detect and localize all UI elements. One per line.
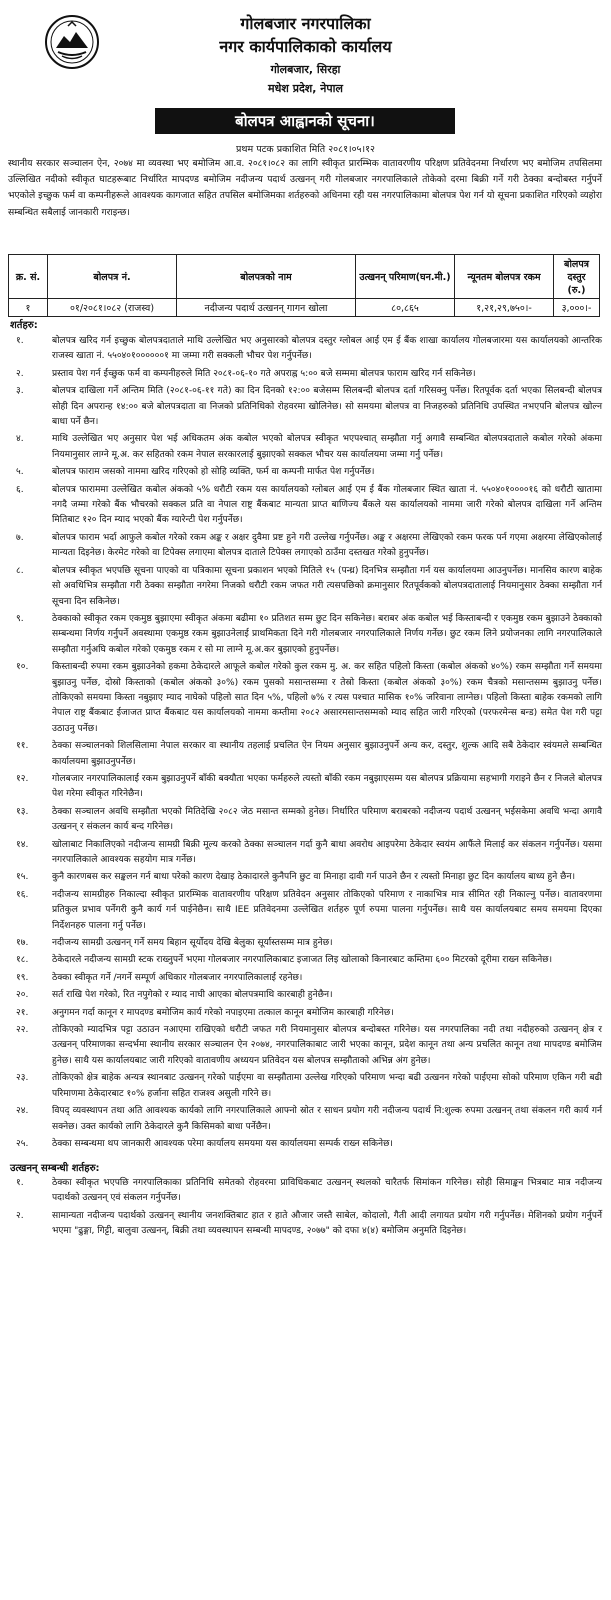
publish-date: प्रथम पटक प्रकाशित मिति २०८१।०५।१२: [236, 144, 375, 155]
list-item: [8, 739, 602, 770]
term-text: ठेक्काको स्वीकृत रकम एकमुष्ठ बुझाएमा स्वीकृत अंकमा बढीमा १० प्रतिशत सम्म छुट दिन सकिनेछ। बराबर अंक कबोल भई किस्ताबन्दी र एकमुष्ठ रकम बुझाउने ठेक्काको सम्बन्धमा निर्णय गर्नुपर्ने अवस्थामा एकमुष्ठ रकम बुझाउनेलाई प्राथमिकता दिने गरी गोलबजार नगरपालिकाले निर्णय गर्नेछ। छुट रकम लिने प्रयोजनका लागि नगरपालिकाले सम्झौता गर्नुअघि कबोल गरेको एकमुष्ठ रकम र सो मा लाग्ने मू.अ.कर बुझाएको हुनुपर्नेछ।: [52, 613, 602, 655]
terms-list: [8, 334, 602, 1154]
cell-min-amount: १,२१,२९,७५०।-: [455, 299, 554, 317]
term-text: बोलपत्र खरिद गर्न इच्छुक बोलपत्रदाताले माथि उल्लेखित भए अनुसारको बोलपत्र दस्तुर ग्लोबल आई एम ई बैंक शाखा कार्यालय गोलबजारमा यस कार्यालयको आन्तरिक राजस्व खाता नं. ५५०४०१००००००१ मा जम्मा गरी सक्कली भौचर पेश गर्नुपर्नेछ।: [52, 336, 602, 362]
term-number: १७.: [16, 938, 29, 949]
term-number: ११.: [16, 741, 29, 752]
term-text: कुनै कारणबस कर सङ्कलन गर्न बाधा परेको कारण देखाइ ठेकादारले कुनैपनि छुट वा मिनाहा दावी गर्न पाउने छैन र त्यस्तो मिनाहा छुट दिन कार्यालय बाध्य हुने छैन।: [52, 872, 576, 883]
cell-bid-name: नदीजन्य पदार्थ उत्खनन् गागन खोला: [177, 299, 356, 317]
term-number: २३.: [16, 1073, 29, 1084]
term-text: बोलपत्र दाखिला गर्ने अन्तिम मिति (२०८१-०६-११ गते) का दिन दिनको १२:०० बजेसम्म सिलबन्दी बोलपत्र दर्ता गरिसक्नु पर्नेछ। रितपूर्वक दर्ता भएका सिलबन्दी बोलपत्र सोही दिन अपरान्ह १४:०० बजे बोलपत्रदाता वा निजको प्रतिनिधिको रोहवरमा खोलिनेछ। सो समयमा बोलपत्र वा निजहरुको प्रतिनिधि उपस्थित नभएपनि बोलपत्र खोल्न बाधा पर्ने छैन।: [52, 386, 602, 428]
term-text: विपद् व्यवस्थापन तथा अति आवश्यक कार्यको लागि नगरपालिकाले आफ्नो स्रोत र साधन प्रयोग गरी नदीजन्य पदार्थ नि:शुल्क रुपमा उत्खनन् तथा संकलन गरी कार्य गर्न सक्नेछ। उक्त कार्यको लागि ठेकेदारले कुनै किसिमको बाधा पर्नेछैन।: [52, 1106, 602, 1132]
term-number: १.: [16, 336, 24, 346]
term-text: ठेक्का स्वीकृत भएपछि नगरपालिकाका प्रतिनिधि समेतको रोहवरमा प्राविधिकबाट उत्खनन् स्थलको चारैतर्फ सिमांकन गरिनेछ। सोही सिमाङ्कन भित्रबाट मात्र नदीजन्य पदार्थको उत्खनन् एवं संकलन गर्नुपर्नेछ।: [52, 1178, 602, 1204]
column-header-bid-number: बोलपत्र नं.: [48, 255, 177, 299]
list-item: [8, 870, 602, 885]
term-text: ठेक्का सम्बन्धमा थप जानकारी आवश्यक परेमा कार्यालय समयमा यस कार्यालयमा सम्पर्क राख्न सकिनेछ।: [52, 1138, 393, 1149]
list-item: [8, 838, 602, 869]
column-header-fee: बोलपत्र दस्तुर (रु.): [554, 255, 600, 299]
list-item: [8, 988, 602, 1003]
term-text: नदीजन्य सामग्रीहरु निकाल्दा स्वीकृत प्रारम्भिक वातावरणीय परिक्षण प्रतिवेदन अनुसार तोकिएको परिमाण र नाकाभित्र मात्र सीमित रही निकाल्नु पर्नेछ। वातावरणमा प्रतिकुल प्रभाव पर्नेगरी कुनै कार्य गर्न पाईनेछैन। साथै IEE प्रतिवेदनमा उल्लेखित शर्तहरु पूर्ण रुपमा पालना गर्नुपर्नेछ। साथै यस कार्यालयबाट समय समयमा दिएका निर्देशनहरु पालना गर्नु पर्नेछ।: [52, 889, 602, 931]
list-item: [8, 1209, 602, 1240]
term-number: २०.: [16, 990, 29, 1001]
list-item: [8, 1137, 602, 1152]
term-text: तोकिएको म्यादभित्र पट्टा उठाउन नआएमा राखिएको धरौटी जफत गरी नियमानुसार बोलपत्र बन्दोबस्त गरिनेछ। यस नगरपालिका नदी तथा नदीहरुको उत्खनन् क्षेत्र र उत्खनन् परिमाणका सन्दर्भमा स्थानीय सरकार सञ्चालन ऐन २०७४, नगरपालिकाबाट जारी भएका कानून, प्रदेश कानून तथा अन्य प्रचलित कानून तथा मापदण्ड बमोजिम हुनेछ। साथै यस कार्यालयबाट जारी गरिएको वातावणीय अध्ययन प्रतिवेदन यस बोलपत्र सम्झौताको अभिन्न अंग हुनेछ।: [52, 1025, 602, 1066]
list-item: [8, 384, 602, 430]
term-text: माथि उल्लेखित भए अनुसार पेश भई अधिकतम अंक कबोल भएको बोलपत्र स्वीकृत भएपश्चात् सम्झौता गर्नु अगावै सम्बन्धित बोलपत्रदाताले कबोल गरेको अंकमा नियमानुसार लाग्ने मू.अ. कर सहितको रकम नेपाल सरकारलाई बुझाएको सक्कल भौचर यस कार्यालयमा जम्मा गर्नु पर्नेछ।: [52, 434, 602, 460]
term-number: १२.: [16, 773, 29, 784]
bid-table-header-row: [9, 255, 600, 299]
term-number: १४.: [16, 839, 29, 850]
office-name: नगर कार्यपालिकाको कार्यालय: [219, 37, 392, 56]
list-item: [8, 367, 602, 382]
term-number: १८.: [16, 955, 29, 966]
excavation-terms-list: [8, 1176, 602, 1242]
term-number: १५.: [16, 872, 29, 883]
term-text: ठेक्का सञ्चालन अवधि सम्झौता भएको मितिदेखि २०८२ जेठ मसान्त सम्मको हुनेछ। निर्धारित परिमाण बराबरको नदीजन्य पदार्थ उत्खनन् भईसकेमा अवधि भन्दा अगावै उत्खनन् र संकलन कार्य बन्द गरिनेछ।: [52, 806, 602, 833]
term-text: खोलाबाट निकालिएको नदीजन्य सामग्री बिक्री मूल्य करको ठेक्का सञ्चालन गर्दा कुनै बाधा अवरोध आइपरेमा ठेकेदार स्वयंम आफैंले मिलाई कर संकलन गर्नुपर्नेछ। यसमा नगरपालिकाले आवश्यक सहयोग मात्र गर्नेछ।: [52, 839, 602, 865]
list-item: [8, 953, 602, 968]
list-item: [8, 888, 602, 934]
term-number: ७.: [16, 532, 24, 543]
bid-table: [8, 254, 600, 317]
term-text: बोलपत्र स्वीकृत भएपछि सूचना पाएको वा पत्रिकामा सूचना प्रकाशन भएको मितिले १५ (पन्ध्र) दिनभित्र सम्झौता गर्न यस कार्यालयमा आउनुपर्नेछ। मानसिव कारण बाहेक सो अवधिभित्र सम्झौता गरी ठेक्का सम्झौता नगरेमा निजको धरौटी रकम जफत गरी त्यसपछिको क्रमानुसार रितपूर्वकको बोलपत्रदातालाई नियमानुसार ठेक्का सम्झौता गर्न सूचना दिन सकिनेछ।: [52, 565, 602, 607]
list-item: [8, 612, 602, 658]
term-text: बोलपत्र फाराममा उल्लेखित कबोल अंकको ५% धरौटी रकम यस कार्यालयको ग्लोबल आई एम ई बैंक गोलबजार स्थित खाता नं. ५५०४०१००००१६ को धरौटी खातामा नगदै जम्मा गरेको बैंक भौचरको सक्कल प्रति वा नेपाल राष्ट्र बैंकबाट मान्यता प्राप्त बाणिज्य बैंकले यस कार्यालयको नाममा जारी गरेको बोलपत्र दाखिला गर्ने अन्तिम मितिबाट १२० दिन म्याद भएको बैंक ग्यारेन्टी पेश गर्नुपर्नेछ।: [52, 484, 602, 526]
intro-paragraph: स्थानीय सरकार सञ्चालन ऐन, २०७४ मा व्यवस्था भए बमोजिम आ.व. २०८१।०८२ का लागि स्वीकृत प्रारम्भिक वातावरणीय परिक्षण प्रतिवेदनमा निर्धारण भए बमोजिम तपसिलमा उल्लिखित नदीको स्वीकृत घाटहरूबाट निर्धारित मापदण्ड बमोजिम नदीजन्य पदार्थ उत्खनन् गरी गोलबजार नगरपालिकाले तोकेको दरमा बिक्री गर्ने गरी ठेक्का बन्दोबस्त गर्नुपर्ने भएकोले इच्छुक फर्म वा कम्पनीहरूले आवश्यक कागजात सहित तपसिल बमोजिमका शर्तहरुको अधिनमा रही यस नगरपालिकामा बोलपत्र पेश गर्न यो सूचना प्रकाशित गरिएको व्यहोरा सम्बन्धित सबैलाई जानकारी गराइन्छ।: [8, 158, 602, 218]
term-number: ५.: [16, 467, 24, 478]
term-text: सर्त राखि पेश गरेको, रित नपुगेको र म्याद नाघी आएका बोलपत्रमाथि कारबाही हुनेछैन।: [52, 990, 333, 1001]
term-text: प्रस्ताव पेश गर्न ईच्छुक फर्म वा कम्पनीहरुले मिति २०८१-०६-१० गते अपराह्न ५:०० बजे सम्ममा बोलपत्र फाराम खरिद गर्न सकिनेछ।: [52, 368, 476, 379]
list-item: [8, 564, 602, 610]
column-header-bid-name: बोलपत्रको नाम: [177, 255, 356, 299]
column-header-min-amount: न्यूनतम बोलपत्र रकम: [455, 255, 554, 299]
list-item: [8, 772, 602, 803]
term-number: २१.: [16, 1007, 29, 1018]
list-item: [8, 483, 602, 529]
letterhead: [0, 0, 611, 110]
cell-fee: ३,०००।-: [554, 299, 600, 317]
term-number: १.: [16, 1178, 24, 1188]
column-header-serial: क्र. सं.: [9, 255, 48, 299]
term-number: १३.: [16, 806, 29, 817]
list-item: [8, 1006, 602, 1021]
excavation-terms-heading: उत्खनन् सम्बन्धी शर्तहरु:: [10, 1163, 100, 1174]
term-number: २२.: [16, 1025, 29, 1036]
term-number: २५.: [16, 1138, 29, 1149]
terms-heading: शर्तहरु:: [10, 320, 38, 331]
term-number: १०.: [16, 662, 29, 673]
term-number: २.: [16, 1210, 24, 1221]
term-number: १९.: [16, 972, 29, 983]
list-item: [8, 936, 602, 951]
municipality-name: गोलबजार नगरपालिका: [240, 14, 371, 33]
term-text: बोलपत्र फाराम भर्दा आफुले कबोल गरेको रकम अङ्क र अक्षर दुवैमा प्रष्ट हुने गरी उल्लेख गर्नुपर्नेछ। अङ्क र अक्षरमा लेखिएको रकम फरक पर्न गएमा अक्षरमा लेखिएकोलाई मान्यता दिइनेछ। केरमेट गरेको वा टिपेक्स लगाएमा बोलपत्र दाताले टिपेक्स लगाएको ठाउँमा दस्तखत गरेको हुनुपर्नेछ।: [52, 532, 602, 559]
term-number: ३.: [16, 386, 24, 397]
list-item: [8, 1071, 602, 1102]
column-header-quantity: उत्खनन् परिमाण(घन.मी.): [356, 255, 455, 299]
cell-serial: १: [9, 299, 48, 317]
term-number: ८.: [16, 565, 24, 576]
term-number: २.: [16, 368, 24, 379]
term-text: बोलपत्र फाराम जसको नाममा खरिद गरिएको हो सोहि व्यक्ति, फर्म वा कम्पनी मार्फत पेश गर्नुपर्नेछ।: [52, 467, 375, 478]
list-item: [8, 465, 602, 480]
term-number: ४.: [16, 434, 24, 445]
notice-title: बोलपत्र आह्वानको सूचना।: [155, 108, 455, 134]
list-item: [8, 1104, 602, 1135]
term-text: किस्ताबन्दी रुपमा रकम बुझाउनेको हकमा ठेकेदारले आफूले कबोल गरेको कुल रकम मु. अ. कर सहित पहिलो किस्ता (कबोल अंकको ४०%) रकम सम्झौता गर्ने समयमा बुझाउनु पर्नेछ, दोस्रो किस्ताको (कबोल अंकको ३०%) रकम पुसको मसान्तसम्मा र तेस्रो किस्ता (कबोल अंकको ३०%) रकम चैत्रको मसान्तसम्म बुझाउनु पर्नेछ। तोकिएको समयमा किस्ता नबुझाए म्याद नाघेको पहिलो सात दिन ५%, पहिलो ७% र त्यस पश्चात मासिक १०% जरिवाना लाग्नेछ। पहिलो किस्ता बाहेक रकमको लागि नेपाल राष्ट्र बैंकबाट ईजाजत प्राप्त बैंकबाट यस कार्यालयको नाममा कम्तीमा २०८२ असारमसान्तसम्मको म्याद सहित जारी गरिएको (परफरमेन्स बन्ड) समेत पेश गरी पट्टा उठाउनु पर्नेछ।: [52, 662, 602, 734]
list-item: [8, 1176, 602, 1207]
term-text: सामान्यता नदीजन्य पदार्थको उत्खनन् स्थानीय जनशक्तिबाट हात र हाते औजार जस्तै साबेल, कोदालो, गैती आदी लगायत प्रयोग गरी गर्नुपर्नेछ। मेशिनको प्रयोग गर्नुपर्ने भएमा "ढुङ्गा, गिट्टी, बालुवा उत्खनन्, बिक्री तथा व्यवस्थापन सम्बन्धी मापदण्ड, २०७७" को दफा ४(४) बमोजिम अनुमति दिइनेछ।: [52, 1210, 602, 1237]
term-text: तोकिएको क्षेत्र बाहेक अन्यत्र स्थानबाट उत्खनन् गरेको पाईएमा वा सम्झौतामा उल्लेख गरिएको परिमाण भन्दा बढी उत्खनन गरेको पाईएमा सोको परिमाण एकिन गरी बढी परिमाणमा ठेकेदारबाट १०% हर्जाना सहित राजश्व असुली गरिने छ।: [52, 1073, 602, 1099]
list-item: [8, 531, 602, 562]
term-text: अनुगमन गर्दा कानून र मापदण्ड बमोजिम कार्य गरेको नपाइएमा तत्काल कानून बमोजिम कारबाही गरिनेछ।: [52, 1007, 394, 1018]
term-text: ठेक्का सञ्चालनको शिलसिलामा नेपाल सरकार वा स्थानीय तहलाई प्रचलित ऐन नियम अनुसार बुझाउनुपर्ने अन्य कर, दस्तुर, शुल्क आदि सबै ठेकेदार स्वंयमले सम्बन्धित कार्यालयमा बुझाउनुपर्नेछ।: [52, 741, 602, 767]
list-item: [8, 1023, 602, 1069]
province-name: मधेश प्रदेश, नेपाल: [268, 82, 343, 95]
cell-bid-number: ०१/२०८१।०८२ (राजस्व): [48, 299, 177, 317]
term-number: १६.: [16, 889, 29, 900]
list-item: [8, 334, 602, 365]
list-item: [8, 971, 602, 986]
list-item: [8, 805, 602, 836]
term-number: २४.: [16, 1106, 29, 1117]
term-text: गोलबजार नगरपालिकालाई रकम बुझाउनुपर्ने बाँकी बक्यौता भएका फर्महरुले त्यस्तो बाँकी रकम नबुझाएसम्म यस बोलपत्र प्रक्रियामा सहभागी गराइने छैन र निजले बोलपत्र पेश गरेमा स्वीकृत गरिनेछैन।: [52, 773, 602, 800]
term-number: ६.: [16, 484, 24, 495]
term-text: ठेक्का स्वीकृत गर्ने /नगर्ने सम्पूर्ण अधिकार गोलबजार नगरपालिकालाई रहनेछ।: [52, 972, 303, 983]
cell-quantity: ८०,८६५: [356, 299, 455, 317]
list-item: [8, 432, 602, 463]
table-row: [9, 299, 600, 317]
list-item: [8, 660, 602, 737]
term-number: ९.: [16, 613, 24, 624]
office-location: गोलबजार, सिरहा: [270, 63, 341, 76]
term-text: ठेकेदारले नदीजन्य सामग्री स्टक राख्नुपर्ने भएमा गोलबजार नगरपालिकाबाट इजाजत लिइ खोलाको किनारबाट कम्तिमा ६०० मिटरको दूरीमा राख्न सकिनेछ।: [52, 955, 553, 966]
term-text: नदीजन्य सामग्री उत्खनन् गर्ने समय बिहान सूर्योदय देखि बेलुका सूर्यास्तसम्म मात्र हुनेछ।: [52, 938, 333, 949]
